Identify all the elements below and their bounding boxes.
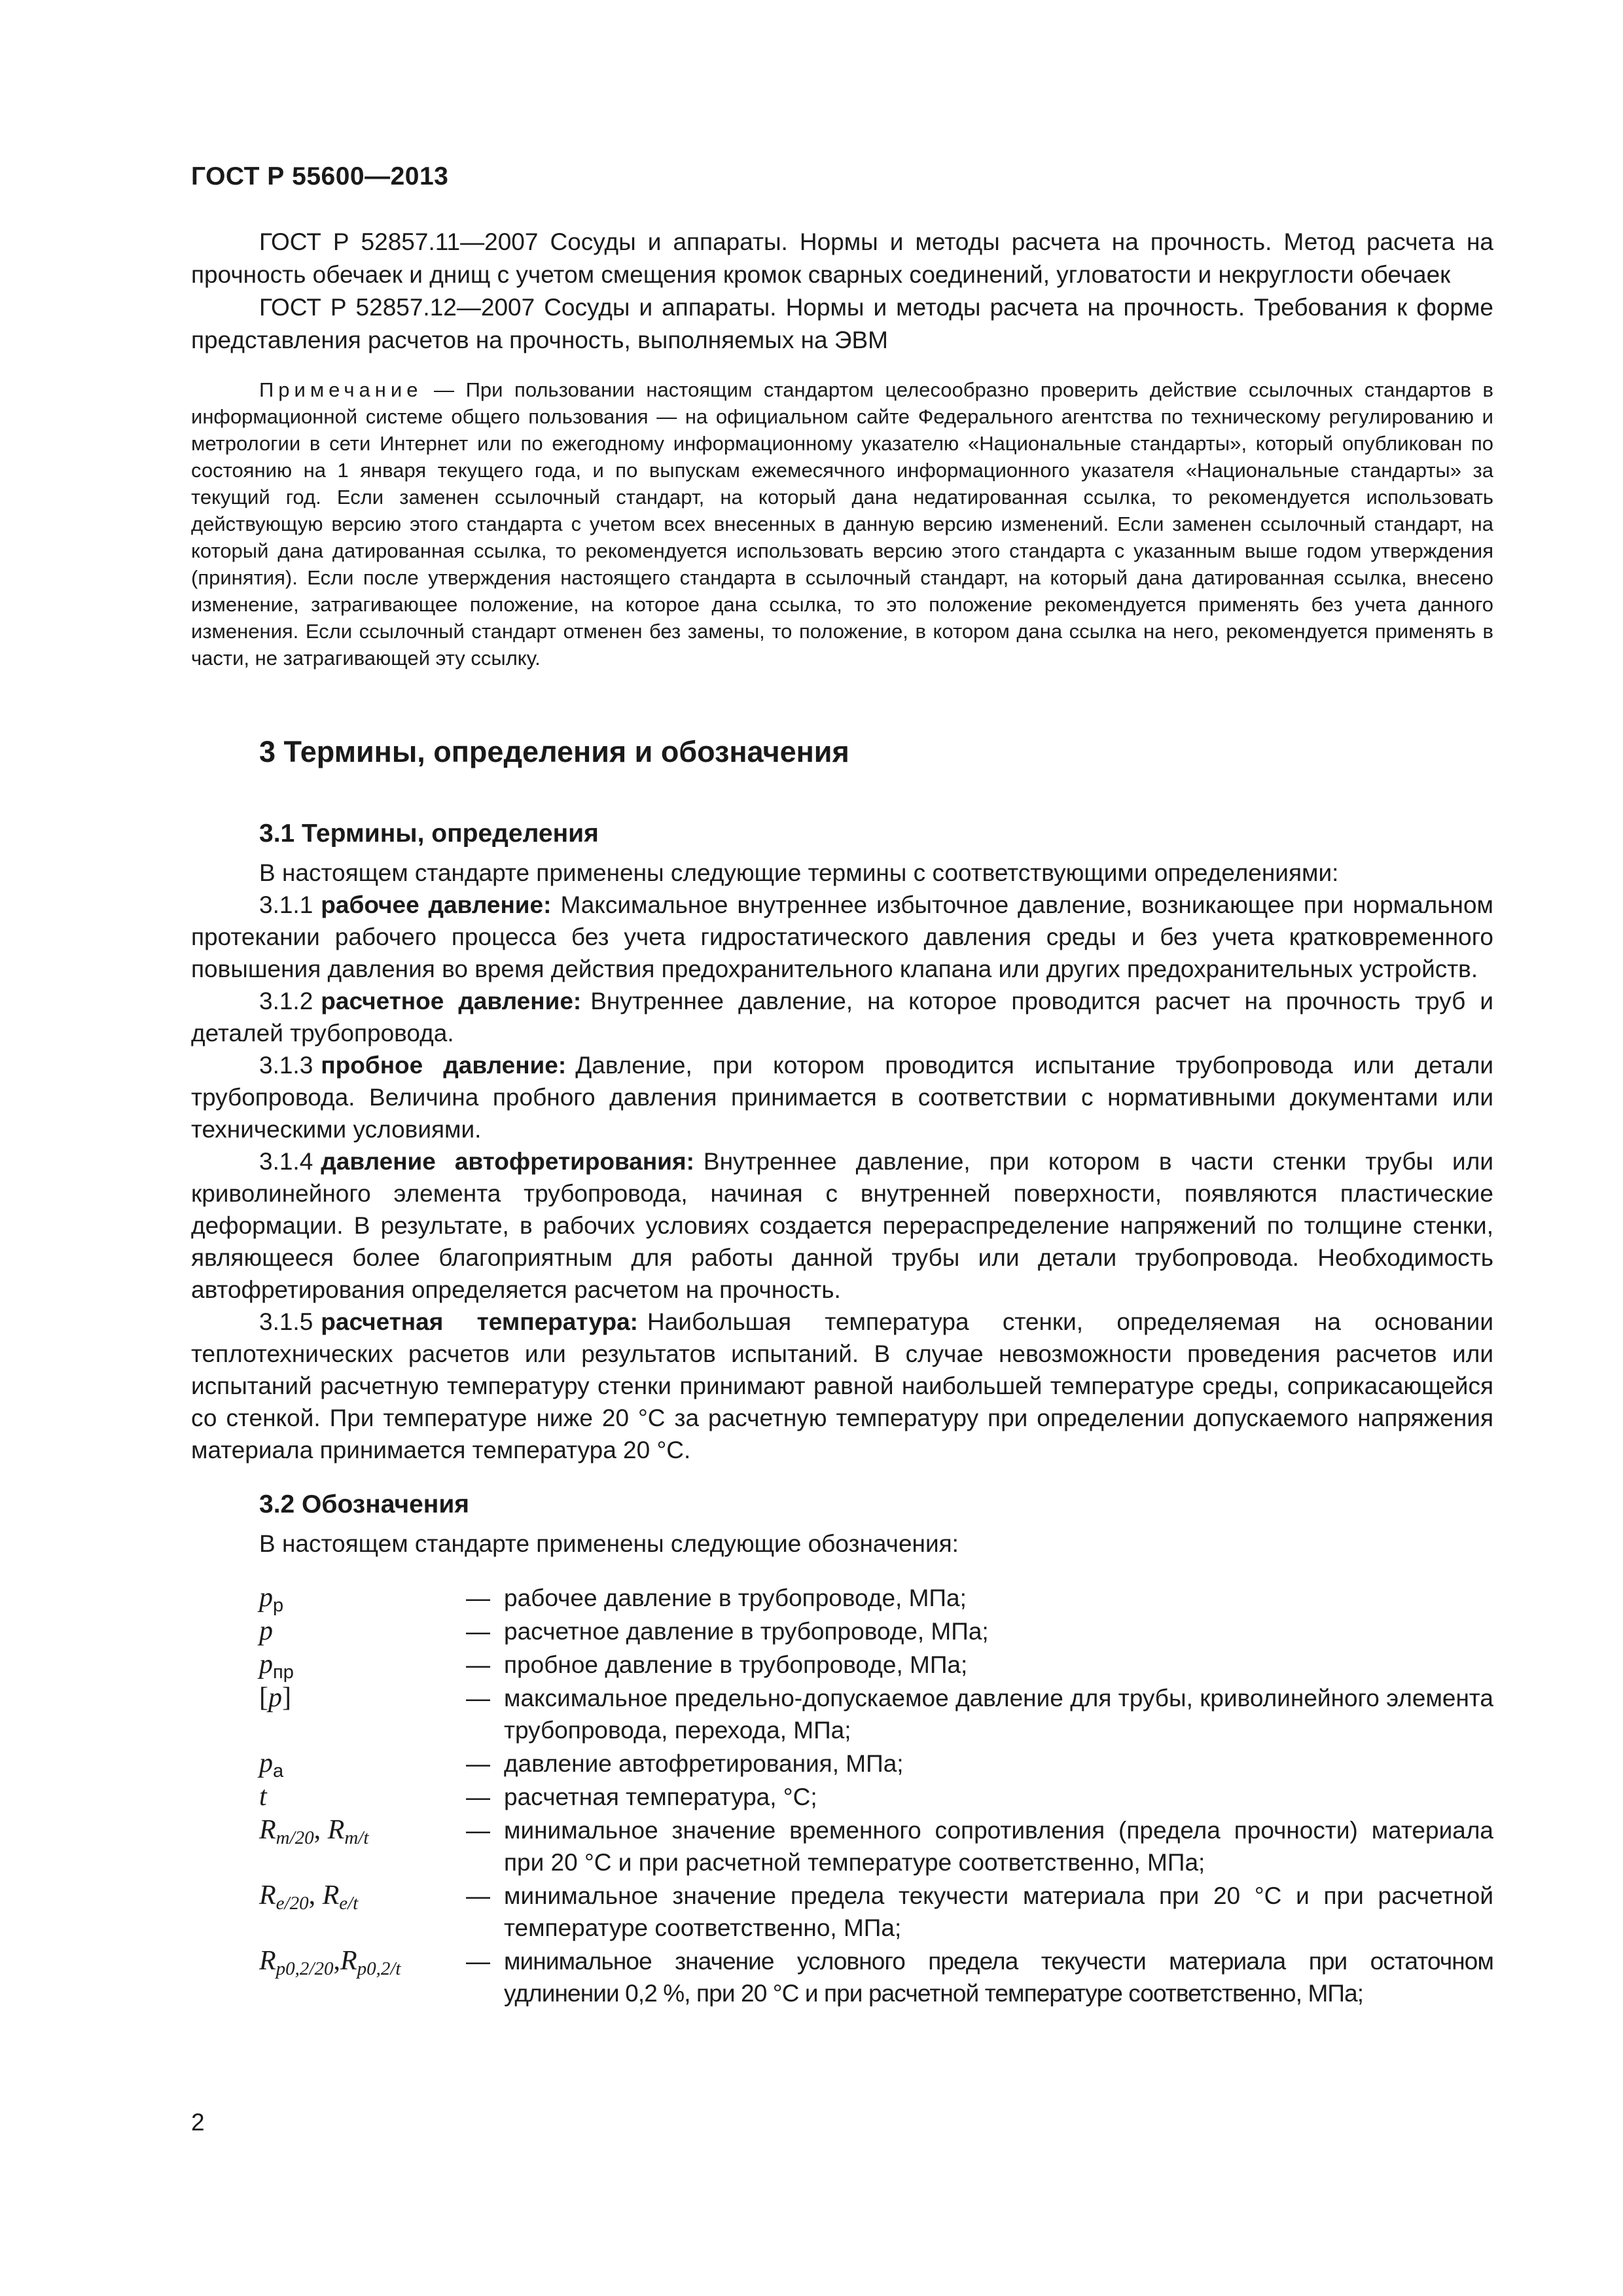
symbol-description: пробное давление в трубопроводе, МПа;	[504, 1651, 968, 1678]
symbols-intro: В настоящем стандарте применены следующие обозначения:	[259, 1530, 959, 1557]
symbol-dash: —	[466, 1948, 490, 1975]
term-number: 3.1.1	[259, 891, 313, 918]
normative-references	[191, 226, 1493, 357]
note-text: — При пользовании настоящим стандартом целесообразно проверить действие ссылочных стандартов в информационной системе общего пользования — на официальном сайте Федерального агентства по техническому регулированию и метрологии в сети Интернет или по ежегодному информационному указателю «Национальные стандарты», который опубликован по состоянию на 1 января текущего года, и по выпускам ежемесячного информационного указателя «Национальные стандарты» за текущий год. Если заменен ссылочный стандарт, на который дана недатированная ссылка, то рекомендуется использовать действующую версию этого стандарта с учетом всех внесенных в данную версию изменений. Если заменен ссылочный стандарт, на который дана датированная ссылка, то рекомендуется использовать версию этого стандарта с указанным выше годом утверждения (принятия). Если после утверждения настоящего стандарта в ссылочный стандарт, на который дана датированная ссылка, внесено изменение, затрагивающее положение, на которое дана ссылка, то это положение рекомендуется применять без учета данного изменения. Если ссылочный стандарт отменен без замены, то положение, в котором дана ссылка на него, рекомендуется применять в части, не затрагивающей эту ссылку.	[191, 378, 1493, 670]
symbol-dash: —	[466, 1750, 490, 1777]
note-paragraph	[191, 376, 1493, 672]
symbol: t	[259, 1782, 267, 1812]
page-number: 2	[191, 2109, 205, 2136]
term-text: Внутреннее давление, на которое проводится расчет на прочность труб и деталей трубопровода.	[191, 988, 1493, 1047]
symbol-dash: —	[466, 1784, 490, 1810]
symbol: $R_{e/20}$, $R_{e/t}$	[259, 1880, 359, 1914]
term-name: расчетная температура:	[321, 1308, 638, 1335]
symbol-description: расчетное давление в трубопроводе, МПа;	[504, 1618, 989, 1645]
symbol-description: максимальное предельно-допускаемое давление для трубы, криволинейного элемента трубопровода, перехода, МПа;	[504, 1685, 1493, 1744]
symbol-dash: —	[466, 1618, 490, 1645]
symbol: [p]	[259, 1683, 291, 1713]
reference-item: ГОСТ Р 52857.12—2007 Сосуды и аппараты. Нормы и методы расчета на прочность. Требования к форме представления расчетов на прочность, выполняемых на ЭВМ	[191, 294, 1493, 353]
page-content	[191, 226, 1493, 2009]
symbol-description: расчетная температура, °С;	[504, 1784, 817, 1810]
term-name: рабочее давление:	[321, 891, 552, 918]
term-definition	[191, 889, 1493, 985]
term-definition	[191, 985, 1493, 1049]
symbol-description: минимальное значение условного предела текучести материала при остаточном удлинении 0,2 %, при 20 °С и при расчетной температуре соответственно, МПа;	[504, 1948, 1493, 2007]
symbol-row	[191, 1649, 1493, 1681]
symbol: p	[259, 1616, 273, 1646]
symbol-row	[191, 1682, 1493, 1746]
symbol-row	[191, 1748, 1493, 1780]
symbol: $R_{m/20}$, $R_{m/t}$	[259, 1815, 369, 1848]
symbol-dash: —	[466, 1585, 490, 1611]
term-number: 3.1.2	[259, 988, 313, 1014]
term-name: давление автофретирования:	[321, 1148, 694, 1175]
symbol-dash: —	[466, 1882, 490, 1909]
section-title: 3 Термины, определения и обозначения	[259, 735, 849, 768]
reference-item: ГОСТ Р 52857.11—2007 Сосуды и аппараты. Нормы и методы расчета на прочность. Метод расчета на прочность обечаек и днищ с учетом смещения кромок сварных соединений, угловатости и некруглости обечаек	[191, 228, 1493, 288]
symbol-row	[191, 1615, 1493, 1647]
term-number: 3.1.4	[259, 1148, 313, 1175]
symbol-dash: —	[466, 1651, 490, 1678]
term-definition	[191, 1145, 1493, 1306]
term-definition	[191, 1049, 1493, 1145]
symbol: $p_а$	[259, 1748, 284, 1782]
symbol-row	[191, 1880, 1493, 1944]
document-header: ГОСТ Р 55600—2013	[191, 162, 449, 190]
symbol-row	[191, 1582, 1493, 1614]
subsection-title: 3.1 Термины, определения	[259, 819, 599, 848]
subsection-title: 3.2 Обозначения	[259, 1490, 470, 1518]
term-number: 3.1.3	[259, 1052, 313, 1079]
symbol: $p_{пр}$	[259, 1649, 294, 1683]
note-label: Примечание	[259, 378, 423, 401]
term-text: Внутреннее давление, при котором в части стенки трубы или криволинейного элемента трубопровода, начиная с внутренней поверхности, появляются пластические деформации. В результате, в рабочих условиях создается перераспределение напряжений по толщине стенки, являющееся более благоприятным для работы данной трубы или детали трубопровода. Необходимость автофретирования определяется расчетом на прочность.	[191, 1148, 1493, 1303]
symbol-description: давление автофретирования, МПа;	[504, 1750, 904, 1777]
term-text: Максимальное внутреннее избыточное давление, возникающее при нормальном протекании рабочего процесса без учета гидростатического давления среды и без учета кратковременного повышения давления во время действия предохранительного клапана или других предохранительных устройств.	[191, 891, 1493, 982]
symbol-description: минимальное значение временного сопротивления (предела прочности) материала при 20 °С и при расчетной температуре соответственно, МПа;	[504, 1817, 1493, 1876]
symbol: $R_{p0,2/20},R_{p0,2/t}$	[259, 1946, 401, 1979]
symbol-description: рабочее давление в трубопроводе, МПа;	[504, 1585, 967, 1611]
term-name: пробное давление:	[321, 1052, 567, 1079]
term-text: Наибольшая температура стенки, определяемая на основании теплотехнических расчетов или результатов испытаний. В случае невозможности проведения расчетов или испытаний расчетную температуру стенки принимают равной наибольшей температуре среды, соприкасающейся со стенкой. При температуре ниже 20 °С за расчетную температуру при определении допускаемого напряжения материала принимается температура 20 °С.	[191, 1308, 1493, 1463]
term-definition	[191, 1306, 1493, 1466]
symbol-dash: —	[466, 1685, 490, 1712]
symbol-dash: —	[466, 1817, 490, 1844]
symbol-row	[191, 1814, 1493, 1878]
terms-intro: В настоящем стандарте применены следующие термины с соответствующими определениями:	[259, 859, 1339, 886]
symbol-row	[191, 1945, 1493, 2009]
symbol-row	[191, 1781, 1493, 1813]
term-number: 3.1.5	[259, 1308, 313, 1335]
term-name: расчетное давление:	[321, 988, 582, 1014]
symbol-description: минимальное значение предела текучести материала при 20 °С и при расчетной температуре соответственно, МПа;	[504, 1882, 1493, 1941]
term-text: Давление, при котором проводится испытание трубопровода или детали трубопровода. Величина пробного давления принимается в соответствии с нормативными документами или техническими условиями.	[191, 1052, 1493, 1143]
symbol: $p_р$	[259, 1583, 284, 1616]
symbols-list	[191, 1582, 1493, 2009]
